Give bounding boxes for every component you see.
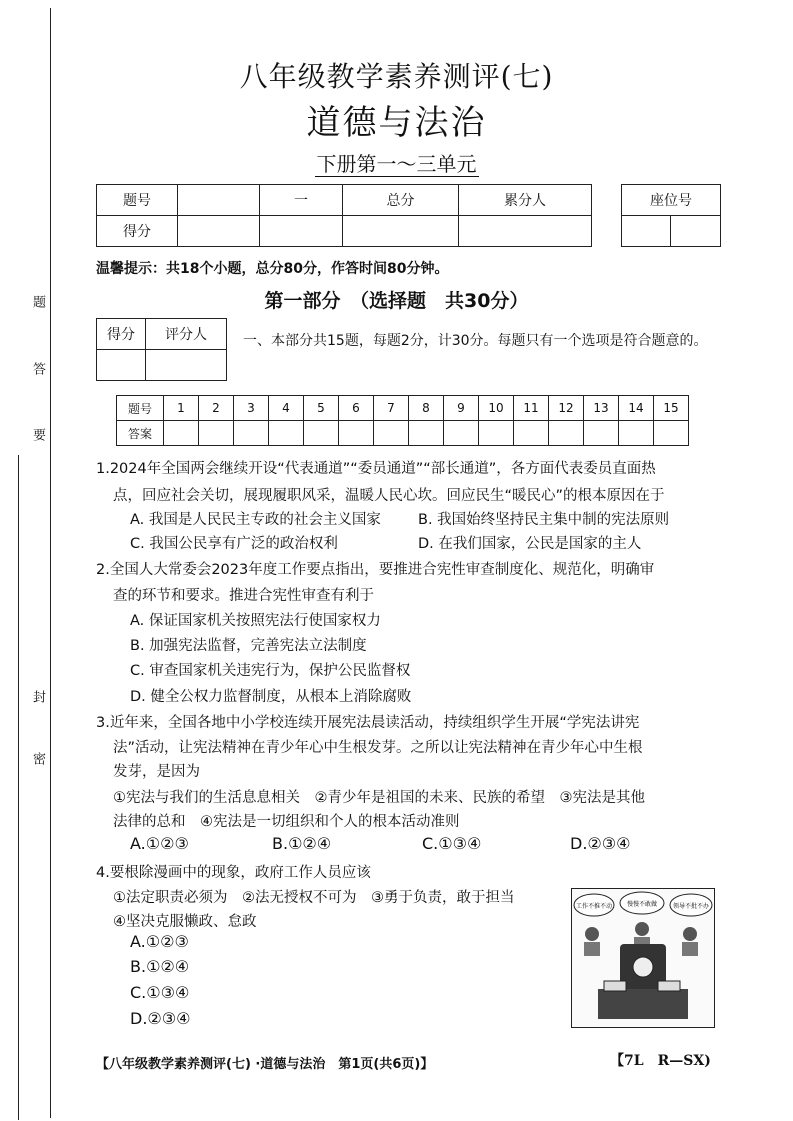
page-title: 八年级教学素养测评(七) (239, 60, 554, 93)
answer-number: 11 (514, 396, 549, 421)
instruction-text: 一、本部分共15题，每题2分，计30分。每题只有一个选项是符合题意的。 (243, 333, 708, 349)
answer-number: 10 (479, 396, 514, 421)
q4-option-a: A.①②③ (130, 932, 189, 951)
part-title: 第一部分 （选择题 共30分） (264, 290, 529, 312)
q3-statement-1: ①宪法与我们的生活息息相关 ②青少年是祖国的未来、民族的希望 ③宪法是其他 (113, 790, 645, 806)
score-cell[interactable] (459, 216, 592, 247)
answer-cell[interactable] (199, 421, 234, 446)
answer-cell[interactable] (374, 421, 409, 446)
q1-stem-2: 点，回应社会关切，展现履职风采，温暖人民心坎。回应民生“暖民心”的根本原因在于 (113, 488, 665, 504)
score-cell[interactable] (178, 216, 260, 247)
comic-bubble-text: 慢慢不敢做 (626, 901, 658, 908)
grader-cell[interactable] (97, 350, 146, 381)
tip-text: 温馨提示：共18个小题，总分80分，作答时间80分钟。 (96, 261, 449, 277)
q4-option-b: B.①②④ (130, 957, 190, 976)
answer-number: 6 (339, 396, 374, 421)
q4-option-c: C.①③④ (130, 983, 190, 1002)
q3-option-a: A.①②③ (130, 834, 189, 853)
answer-number: 1 (164, 396, 199, 421)
answer-cell[interactable] (479, 421, 514, 446)
q3-stem-3: 发芽，是因为 (113, 764, 200, 780)
footer-right: 【7L R—SX) (610, 1053, 711, 1069)
answer-header-label: 题号 (117, 396, 164, 421)
seat-cell[interactable] (622, 216, 671, 247)
comic-bubble-text: 工作不推不动 (575, 903, 613, 910)
q1-option-a: A. 我国是人民民主专政的社会主义国家 (130, 512, 381, 528)
answer-cell[interactable] (514, 421, 549, 446)
answer-number: 5 (304, 396, 339, 421)
q2-stem-2: 查的环节和要求。推进合宪性审查有利于 (113, 588, 374, 604)
side-char: 答 (30, 362, 45, 375)
footer-left: 【八年级教学素养测评(七) ·道德与法治 第1页(共6页)】 (96, 1057, 434, 1072)
answer-cell[interactable] (584, 421, 619, 446)
q4-option-d: D.②③④ (130, 1009, 191, 1028)
score-table (96, 184, 592, 247)
answer-cell[interactable] (339, 421, 374, 446)
q1-option-c: C. 我国公民享有广泛的政治权利 (130, 536, 338, 552)
q4-stem: 4.要根除漫画中的现象，政府工作人员应该 (96, 865, 371, 881)
q4-statement-2: ④坚决克服懒政、怠政 (113, 914, 257, 930)
answer-cell[interactable] (549, 421, 584, 446)
answer-cell[interactable] (234, 421, 269, 446)
comic-bubble-text: 领导不批不办 (672, 903, 710, 910)
q1-stem-1: 1.2024年全国两会继续开设“代表通道”“委员通道”“部长通道”，各方面代表委员直面热 (96, 461, 656, 477)
grader-table (96, 318, 227, 381)
q1-option-d: D. 在我们国家，公民是国家的主人 (418, 536, 642, 552)
seat-label: 座位号 (622, 185, 721, 216)
grader-header: 评分人 (146, 319, 227, 350)
q3-stem-1: 3.近年来，全国各地中小学校连续开展宪法晨读活动，持续组织学生开展“学宪法讲宪 (96, 715, 640, 731)
score-cell[interactable] (260, 216, 343, 247)
score-header: 一 (260, 185, 343, 216)
answer-number: 12 (549, 396, 584, 421)
answer-number: 3 (234, 396, 269, 421)
answer-cell[interactable] (164, 421, 199, 446)
scope-subtitle: 下册第一～三单元 (316, 152, 477, 176)
q3-statement-2: 法律的总和 ④宪法是一切组织和个人的根本活动准则 (113, 814, 460, 830)
answer-number: 4 (269, 396, 304, 421)
score-header (178, 185, 260, 216)
answer-cell[interactable] (619, 421, 654, 446)
answer-number: 14 (619, 396, 654, 421)
answer-cell[interactable] (269, 421, 304, 446)
comic-illustration (571, 888, 715, 1028)
seat-table (621, 184, 721, 247)
grader-header: 得分 (97, 319, 146, 350)
answer-cell[interactable] (444, 421, 479, 446)
q3-option-d: D.②③④ (570, 834, 631, 853)
q2-stem-1: 2.全国人大常委会2023年度工作要点指出，要推进合宪性审查制度化、规范化，明确审 (96, 562, 655, 578)
q2-option-a: A. 保证国家机关按照宪法行使国家权力 (130, 613, 381, 629)
score-header: 总分 (343, 185, 459, 216)
side-char: 题 (30, 295, 45, 308)
comic-bubble (670, 894, 712, 916)
grader-cell[interactable] (146, 350, 227, 381)
score-cell[interactable] (343, 216, 459, 247)
score-label: 得分 (97, 216, 178, 247)
score-header: 题号 (97, 185, 178, 216)
q3-stem-2: 法”活动，让宪法精神在青少年心中生根发芽。之所以让宪法精神在青少年心中生根 (113, 740, 643, 756)
answer-table (116, 395, 689, 446)
answer-number: 13 (584, 396, 619, 421)
seat-cell[interactable] (671, 216, 721, 247)
q2-option-d: D. 健全公权力监督制度，从根本上消除腐败 (130, 689, 412, 705)
q4-statement-1: ①法定职责必须为 ②法无授权不可为 ③勇于负责，敢于担当 (113, 890, 515, 906)
answer-cell[interactable] (409, 421, 444, 446)
answer-cell[interactable] (304, 421, 339, 446)
binding-line-lower (18, 455, 19, 1120)
answer-number: 9 (444, 396, 479, 421)
answer-number: 8 (409, 396, 444, 421)
answer-number: 15 (654, 396, 689, 421)
side-char: 密 (30, 752, 45, 765)
subject-title: 道德与法治 (306, 103, 487, 143)
answer-cell[interactable] (654, 421, 689, 446)
q3-option-b: B.①②④ (272, 834, 332, 853)
side-char: 封 (30, 690, 45, 703)
answer-label: 答案 (117, 421, 164, 446)
answer-number: 7 (374, 396, 409, 421)
answer-number: 2 (199, 396, 234, 421)
score-header: 累分人 (459, 185, 592, 216)
q1-option-b: B. 我国始终坚持民主集中制的宪法原则 (418, 512, 670, 528)
side-char: 要 (30, 428, 45, 441)
comic-bubble (620, 892, 664, 914)
q3-option-c: C.①③④ (422, 834, 482, 853)
comic-bubble (574, 894, 614, 916)
q2-option-c: C. 审查国家机关违宪行为，保护公民监督权 (130, 663, 411, 679)
q2-option-b: B. 加强宪法监督，完善宪法立法制度 (130, 638, 367, 654)
